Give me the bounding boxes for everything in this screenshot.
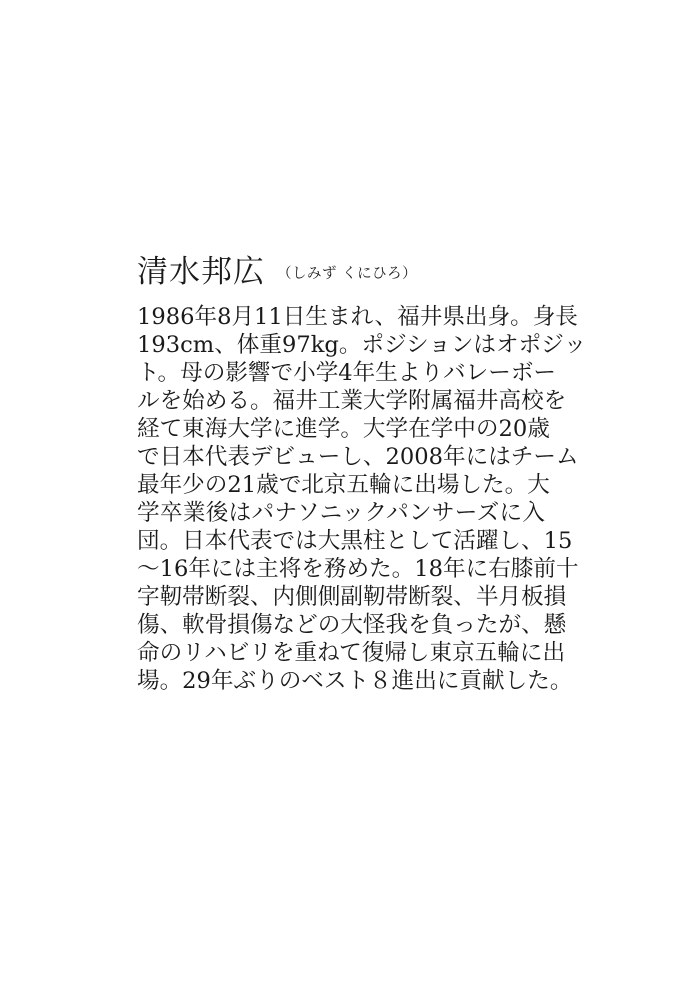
- bio-line: 場。29年ぶりのベスト８進出に貢献した。: [137, 668, 573, 694]
- bio-line: ト。母の影響で小学4年生よりバレーボー: [137, 360, 557, 386]
- bio-line: 1986年8月11日生まれ、福井県出身。身長: [137, 304, 578, 330]
- name-reading: （しみず くにひろ）: [277, 266, 418, 282]
- bio-line: 字靭帯断裂、内側側副靭帯断裂、半月板損: [137, 584, 567, 610]
- bio-line: 193cm、体重97kg。ポジションはオポジッ: [137, 332, 587, 358]
- profile-block: [137, 253, 587, 695]
- bio-line: ルを始める。福井工業大学附属福井高校を: [137, 388, 567, 414]
- bio-line: 団。日本代表では大黒柱として活躍し、15: [137, 528, 573, 554]
- bio-line: 最年少の21歳で北京五輪に出場した。大: [137, 472, 550, 498]
- biography-text: [137, 303, 587, 695]
- bio-line: 〜16年には主将を務めた。18年に右膝前十: [137, 556, 579, 582]
- bio-line: 経て東海大学に進学。大学在学中の20歳: [137, 416, 550, 442]
- bio-line: で日本代表デビューし、2008年にはチーム: [137, 444, 579, 470]
- bio-line: 傷、軟骨損傷などの大怪我を負ったが、懸: [137, 612, 567, 638]
- bio-line: 学卒業後はパナソニックパンサーズに入: [137, 500, 545, 526]
- person-name: 清水邦広: [137, 254, 265, 290]
- bio-line: 命のリハビリを重ねて復帰し東京五輪に出: [137, 640, 566, 666]
- name-heading: [137, 253, 557, 295]
